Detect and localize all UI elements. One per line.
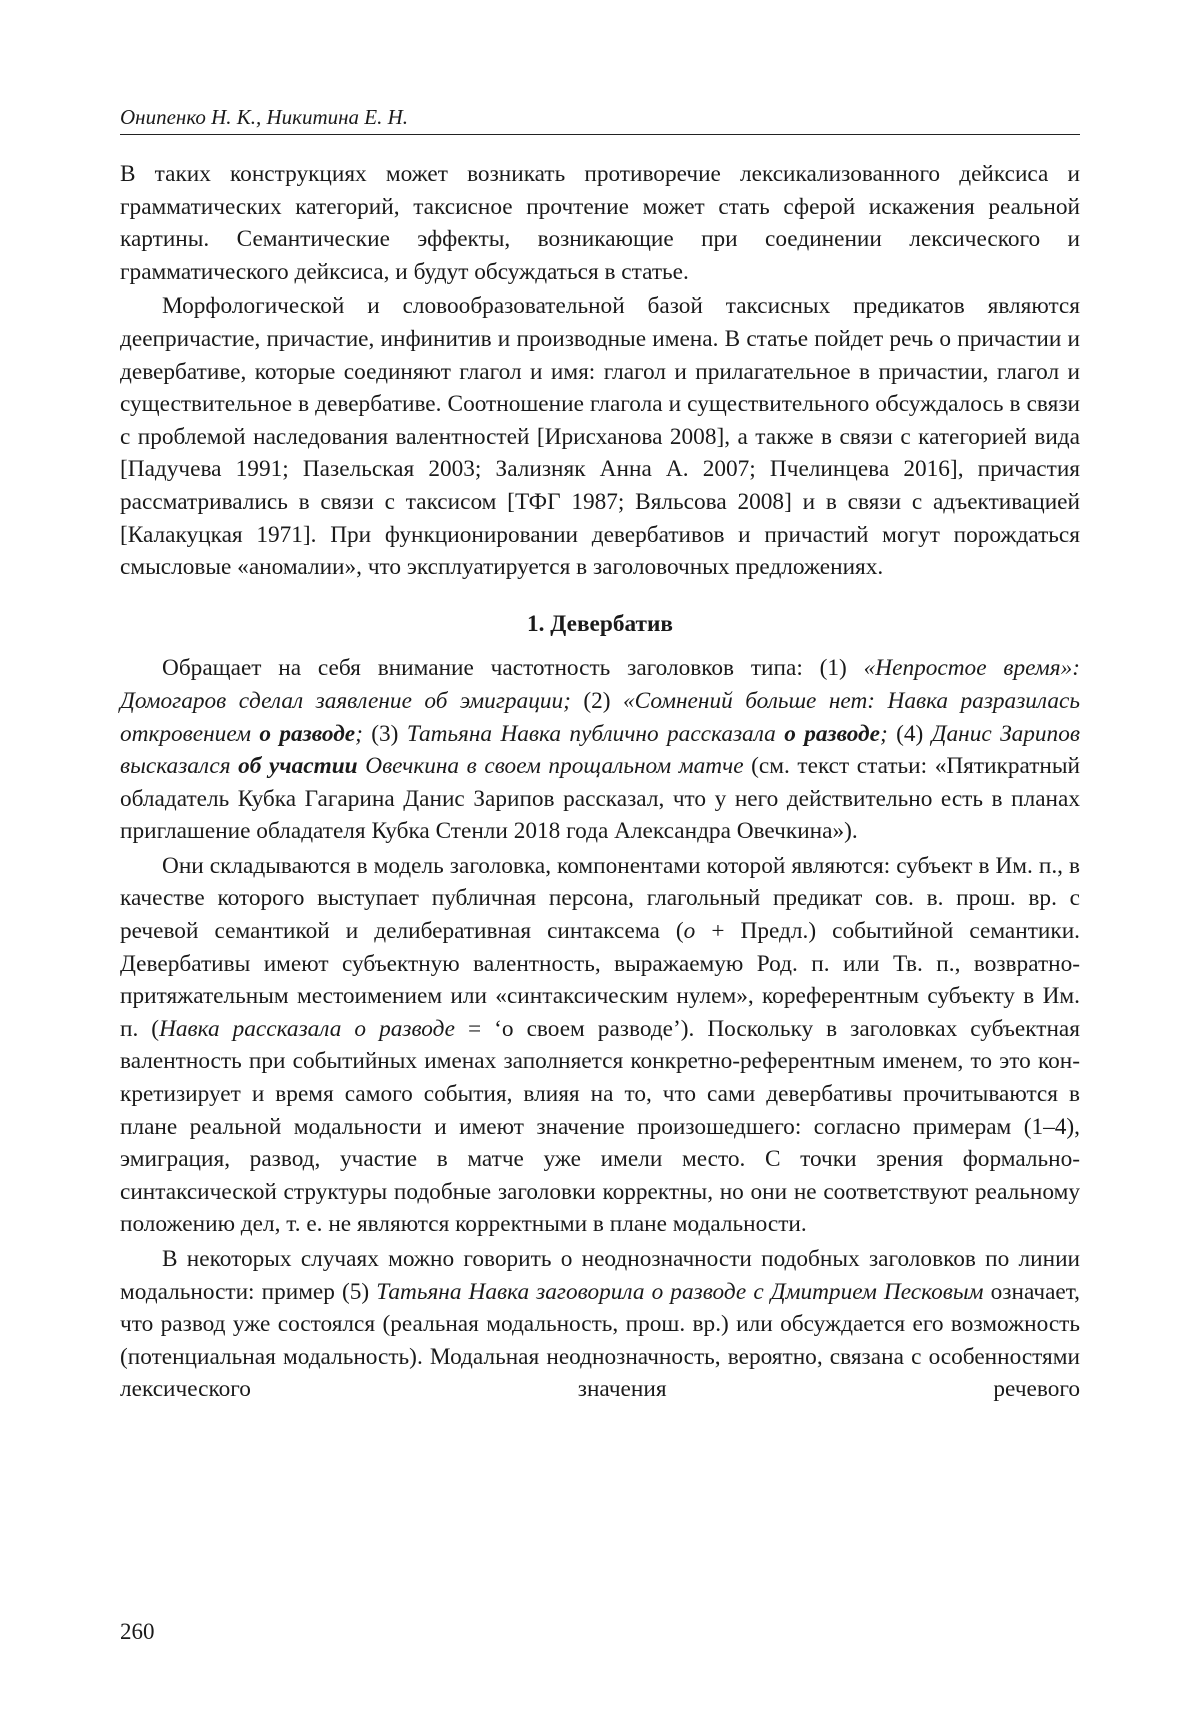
text-span: означает, что развод уже состоялся (реальная модальность, прош. вр.) или обсуждается его возможность (потенциальная модальность). Модальная неоднозначность, вероятно, связана с особенностями лексического значения речевого [120, 1278, 1081, 1403]
page-number: 260 [120, 1619, 155, 1644]
section-title: 1. Девербатив [527, 610, 673, 637]
header-rule [120, 134, 1080, 135]
example-2-italic: «Сомнений больше нет: Навка разразилась откровением [120, 687, 1080, 747]
example-1-italic: «Непростое время»: Домогаров сделал заявление об эмиграции; [120, 655, 1080, 714]
example-2-bold: о разводе [259, 720, 356, 747]
text-span: Обращает на себя внимание частотность заголовков типа: (1) [162, 655, 864, 682]
example-5-italic: Татьяна Навка заговорила о разводе с Дмитрием Песковым [376, 1278, 984, 1305]
text-span: (4) [887, 720, 932, 747]
article-body [120, 158, 1080, 1406]
example-3-italic: Татьяна Навка публично рассказала [406, 720, 785, 747]
text-span: (3) [362, 720, 407, 747]
text-span: (см. текст статьи: «Пятикратный обладатель Кубка Гагарина Данис Зарипов рассказал, что у него действительно есть в планах приглашение обладателя Кубка Стенли 2018 года Александра Овечкина»). [120, 753, 1081, 845]
text-span: (2) [570, 687, 624, 714]
example-italic: Навка рассказала о разводе [159, 1015, 456, 1042]
example-3-end: ; [879, 720, 888, 747]
example-2-end: ; [355, 720, 363, 747]
paragraph-3 [120, 652, 1080, 848]
preposition-italic: о [683, 918, 696, 945]
text-span: = ‘о своем разводе’). Поскольку в заголовках субъектная валентность при событийных именах заполняется конкретно-референтным именем, то это конкретизирует и время самого события, влияя на то, что сами девербативы прочитываются в плане реальной модальности и имеют значение произошедшего: согласно примерам (1–4), эмиграция, развод, участие в матче уже имели место. С точки зрения формально-синтаксической структуры подобные заголовки корректны, но они не соответствуют реальному положению дел, т. е. не являются корректными в плане модальности. [120, 1015, 1080, 1238]
text-span: В некоторых случаях можно говорить о неоднозначности подобных заголовков по линии модальности: пример (5) [120, 1246, 1080, 1305]
example-4-bold: об участии [238, 753, 358, 780]
text-span: Они складываются в модель заголовка, компонентами которой являются: субъект в Им. п., в качестве которого выступает публичная персона, глагольный предикат сов. в. прош. вр. с речевой семантикой и делиберативная синтаксема ( [120, 852, 1080, 945]
paragraph-4 [120, 850, 1080, 1241]
example-4-end: Овечкина в своем прощальном матче [357, 753, 744, 780]
paragraph-2: Морфологической и словообразовательной базой таксисных предикатов являются деепричастие, причастие, инфинитив и производные имена. В статье пойдет речь о причастии и девербативе, которые соединяют глагол и имя: глагол и прилагательное в причастии, глагол и существительное в девербативе. Соотношение глагола и существительного обсуждалось в связи с проблемой наследования валентностей [Ирисханова 2008], а также в связи с категорией вида [Падучева 1991; Пазельская 2003; Зализняк Анна А. 2007; Пчелинцева 2016], причастия рассматривались в связи с таксисом [ТФГ 1987; Вяльсова 2008] и в связи с адъективацией [Калакуцкая 1971]. При функционировании девербативов и причастий могут порождаться смысловые «аномалии», что эксплуатируется в заголовочных предложениях. [120, 293, 1080, 581]
example-4-italic: Данис Зарипов высказался [120, 720, 1080, 780]
running-head-authors: Онипенко Н. К., Никитина Е. Н. [120, 105, 409, 129]
example-3-bold: о разводе [784, 720, 880, 747]
text-span: + Предл.) событийной семантики. Девербативы имеют субъектную валентность, выражаемую Род. п. или Тв. п., возвратно-притяжательным местоимением или «синтаксическим нулем», кореферентным субъекту в Им. п. ( [120, 918, 1080, 1042]
paragraph-1: В таких конструкциях может возникать противоречие лексикализованного дейксиса и грамматических категорий, таксисное прочтение может стать сферой искажения реальной картины. Семантические эффекты, возникающие при соединении лексического и грамматического дейксиса, и будут обсуждаться в статье. [120, 161, 1080, 285]
paragraph-5 [120, 1243, 1080, 1406]
